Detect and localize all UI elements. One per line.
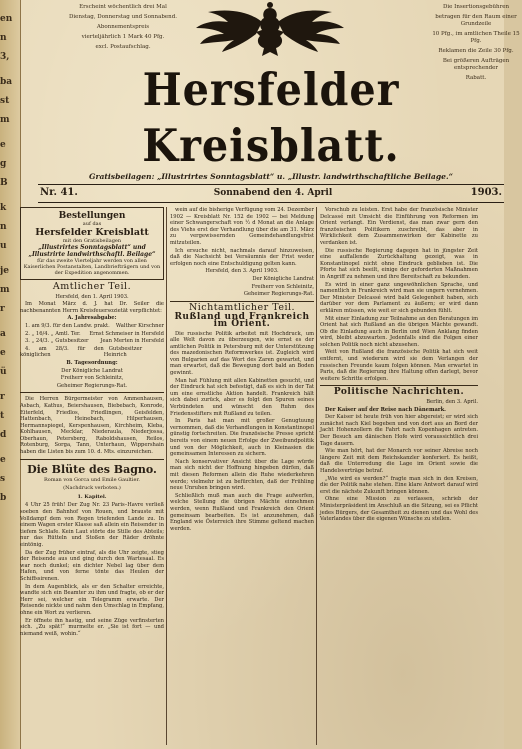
signature-rank: Geheimer Regierungs-Rat. [243, 291, 314, 298]
edge-fragment: e [0, 140, 6, 150]
edge-fragment: d [0, 430, 7, 440]
signature-title: Der Königliche Landrat [252, 275, 314, 282]
novel-text [20, 502, 164, 637]
paragraph: In dem Augenblick, als er den Schalter erreichte, wandte sich ein Beamter zu ihm und fragte, ob er der Herr sei, welcher ein Telegramm erwarte. Der Reisende nickte und nahm den Umschlag in Empfang, ohne ein Wort zu verlieren. [20, 583, 164, 616]
edge-fragment: en [0, 14, 13, 24]
column-1 [20, 207, 164, 747]
paragraph: Weit von Rußland die französische Politik hat sich weit entfernt, und wiederum wird sie dem Verlangen der russischen Freunde kaum folgen können. Man erwartet in Paris, daß die Regierung ihre Haltung offen darlegt, bevor weitere Schritte erfolgen. [320, 349, 478, 382]
edge-fragment: e [0, 348, 6, 358]
paragraph: Man hat Fühlung mit allen Kabinetten gesucht, und der Eindruck hat sich befestigt, daß es sich in der Tat um eine ernstliche Aktion handelt. Frankreich hält sich dabei zurück, aber es folgt den Spuren seines Verbündeten und wünscht den Ruhm des Friedensstifters mit Rußland zu teilen. [170, 377, 314, 417]
rule [320, 385, 478, 386]
edge-fragment: st [0, 96, 10, 106]
article-title: Rußland und Frankreich im Orient. [174, 312, 310, 329]
paragraph: Nach konservativer Ansicht über die Lage würde man sich nicht der Hoffnung hingeben dürfen, daß mit diesen Reformen allein die Ruhe wiederkehren werde; vielmehr ist zu befürchten, daß der Frühling neue Unruhen bringen wird. [170, 458, 314, 492]
subscription-info [68, 4, 178, 54]
edge-fragment: n [0, 222, 7, 232]
edge-fragment: k [0, 203, 7, 213]
signature-rank: Geheimer Regierungs-Rat. [56, 382, 128, 389]
info-line: betragen für den Raum einer Grundzeile [435, 14, 517, 27]
column-3 [320, 207, 478, 747]
info-line: Erscheint wöchentlich drei Mal [79, 4, 167, 10]
edge-fragment: m [0, 285, 10, 295]
list-cell: Jean Merten in Hersfeld [100, 338, 164, 345]
imperial-eagle-emblem [190, 2, 350, 60]
column-2 [170, 207, 314, 747]
paragraph: Er öffnete ihn hastig, und seine Züge verfinsterten sich. „Zu spät!“ murmelte er. „Sie ist fort — und niemand weiß, wohin.“ [20, 617, 164, 637]
edge-fragment: n [0, 33, 7, 43]
novel-author: Roman von Gorca und Emile Gaultier. [44, 476, 140, 483]
paragraph: Mit einer Einladung zur Teilnahme an den Beratungen im Orient hat sich Rußland an die übrigen Mächte gewandt. Ob die Einladung auch in Berlin und Wien Anklang finden wird, bleibt abzuwarten. Jedenfalls sind die Folgen einer solchen Politik noch nicht abzusehen. [320, 315, 478, 348]
section-heading: Nichtamtlicher Teil. [188, 301, 296, 313]
box-title: Bestellungen [58, 211, 126, 221]
paragraph: wein auf die bisherige Verfügung vom 24. Dezember 1902 — Kreisblatt Nr. 152 de 1902 — bei Meldung einer Schwangerschaft von ½ d Monat an die Anlage des Viehs erst der Verhandlung über die am 31. März zu vergewissernden Gemeindehandlungsfrist mitzuteilen. [170, 207, 314, 246]
novel-title: Die Blüte des Bagno. [27, 462, 157, 476]
signature-title: Der Königliche Landrat [61, 367, 123, 374]
paragraph: Die Herren Bürgermeister von Ammenhausen, Asbach, Kathus, Beiershausen, Biebebach, Konrode, Eiterfeld, Friedlos, Friedlingen, Geisfelden, Hattenbach, Heinebach, Hilperhausen, Hermannspiegel, Kerspenhausen, Kirchheim, Kleba, Kohlhausen, Mecklar, Niederaula, Niederjossa, Oberhaun, Petersberg, Raboldshausen, Reilos, Rotenburg, Sorga, Tann, Unterhaun, Wippershain haben die Listen bis zum 10. d. Mts. einzureichen. [20, 396, 164, 456]
info-line: Dienstag, Donnerstag und Sonnabend. [69, 14, 177, 20]
list-cell: 3. „ 24/3. „ Gutsbesitzer [25, 338, 89, 345]
edge-fragment: r [0, 304, 5, 314]
paragraph: Vorschub zu leisten. Erst habe der französische Minister Delcassé mit Umsicht die Einführung von Reformen im Orient verlangt. Ein Verdienst, das man zwar gern den französischen Politikern zuschreibt, das aber in Wirklichkeit dem Zusammenwirken der Kabinette zu verdanken ist. [320, 207, 478, 246]
paragraph: 4 Uhr 25 früh! Der Zug Nr. 23 Paris–Havre verließ soeben den Bahnhof von Rouen, und brauste mit Volldampf dem von Regen triefenden Lande zu. In einem Wagen erster Klasse saß allein ein Reisender in tiefem Schlafe. Kein Laut störte die Stille des Abteils; nur das Rütteln und Stoßen der Räder dröhnte eintönig. [20, 502, 164, 548]
issue-line [38, 187, 504, 201]
subscription-box [20, 207, 164, 280]
article-text [170, 331, 314, 533]
masthead-title: Hersfelder Kreisblatt. [142, 63, 400, 172]
paragraph: Die russische Politik arbeitet mit Hochdruck, um alle Welt davon zu überzeugen, wie ernst es der amtlichen Politik in Petersburg mit der Unterstützung des mazedonischen Reformwerkes ist. Zugleich wird von Bulgarien auf das Wort des Zaren gewartet, und man erwartet, daß die Bewegung dort bald an Boden gewinnt. [170, 330, 314, 377]
info-line: Abonnementspreis [96, 24, 150, 30]
info-line: excl. Postaufschlag. [95, 44, 151, 50]
list-cell: 2. „ 16/4. „ Amtl. Ter. [25, 330, 81, 337]
issue-date: Sonnabend den 4. April [213, 188, 333, 198]
info-line: Die Insertionsgebühren [442, 4, 510, 10]
list-cell: Walther Kirschner [115, 322, 164, 329]
info-line: vierteljährlich 1 Mark 40 Pfg. [81, 34, 165, 40]
list-item [20, 323, 164, 330]
paragraph: Ich ersuche nicht, nachmals darauf hinzuweisen, daß die Nachsicht bei Versäumnis der Frist weder erfolgen noch eine Entschuldigung gelten kann. [170, 247, 314, 267]
edge-fragment: ba [0, 77, 13, 87]
paragraph: Schließlich muß man auch die Frage aufwerfen, welche Stellung die übrigen Mächte einnehmen werden, wenn Rußland und Frankreich den Orient gemeinsam bearbeiten. Es ist anzunehmen, daß England wie Österreich ihre Stimme geltend machen werden. [170, 492, 314, 532]
box-supplement: „Illustrirtes Sonntagsblatt“ und [38, 244, 146, 251]
issue-number: Nr. 41. [40, 187, 78, 198]
edge-fragment: s [0, 474, 6, 484]
edge-fragment: u [0, 241, 7, 251]
box-text: auf das [82, 221, 102, 227]
section-heading: Amtlicher Teil. [52, 281, 132, 292]
adjacent-page-edge [0, 0, 21, 749]
reprint-note: (Nachdruck verboten.) [63, 485, 121, 492]
paragraph: In Paris hat man mit großer Genugtuung vernommen, daß die Verhandlungen in Konstantinopel günstig fortschreiten. Die französische Presse spricht bereits von einem neuen Erfolge der Zweibundpolitik und von der Möglichkeit, auch in Kleinasien die gemeinsamen Interessen zu sichern. [170, 418, 314, 458]
subheading: B. Tagesordnung: [66, 359, 118, 366]
list-cell: Ernst Schmeiser in Hersfeld [89, 330, 164, 337]
dateline: Hersfeld, den 3. April 1903. [205, 268, 279, 275]
paragraph: Wie man hört, hat der Monarch vor seiner Abreise noch längere Zeit mit dem Reichskanzler konferiert. Es heißt, daß die Unterredung die Lage im Orient sowie die Handelsverträge betraf. [320, 448, 478, 474]
section-heading: Politische Nachrichten. [333, 387, 465, 398]
box-text: für das zweite Vierteljahr werden von allen Kaiserlichen Postanstalten, Landbriefträgern und von der Expedition angenommen. [23, 258, 161, 276]
box-text: mit den Gratisbeilagen [62, 238, 122, 244]
edge-fragment: 3, [0, 52, 10, 62]
dateline: Hersfeld, den 1. April 1903. [55, 293, 129, 300]
list-item [20, 346, 164, 359]
column-rule [316, 207, 317, 745]
signature-name: Freiherr von Schleinitz, [251, 283, 314, 290]
paragraph: Es wird in einer ganz ungewöhnlichen Sprache, und namentlich in Frankreich wird man sie ungern vernehmen. Der Minister Delcassé wird bald Gelegenheit haben, sich darüber vor dem Parlament zu äußern; er wird dann erklären müssen, wie weit er sich gebunden fühlt. [320, 281, 478, 314]
subheading: A. Jahresabgabe: [67, 315, 117, 322]
list [20, 323, 164, 359]
paragraph: Im Monat März d. J. hat Dr. Seiler die nachbenannten Herrn Kreisfeuersozietät verpflichtet: [20, 301, 164, 314]
edge-fragment: b [0, 493, 7, 503]
supplements-line: Gratisbeilagen: „Illustrirtes Sonntagsblatt“ u. „Illustr. landwirthschaftliche Beilage.“ [89, 172, 453, 181]
notice-text [170, 207, 314, 267]
paragraph: Die russische Regierung dagegen hat in jüngster Zeit eine auffallende Zurückhaltung gezeigt, was in Konstantinopel nicht ohne Eindruck geblieben ist. Die Pforte hat sich beeilt, einige der geforderten Maßnahmen in Angriff zu nehmen und ihre Bereitschaft zu bekunden. [320, 247, 478, 280]
news-text [320, 414, 478, 523]
info-line: Reklamen die Zeile 30 Pfg. [438, 48, 514, 54]
edge-fragment: B [0, 178, 8, 188]
edge-fragment: t [0, 411, 5, 421]
edge-fragment: a [0, 329, 6, 339]
paragraph: Der Kaiser ist heute früh von hier abgereist; er wird sich zunächst nach Kiel begeben und von dort aus an Bord der Jacht Hohenzollern die Fahrt nach Kopenhagen antreten. Der Besuch am dänischen Hofe wird voraussichtlich drei Tage dauern. [320, 414, 478, 447]
edge-fragment: m [0, 115, 10, 125]
rule [38, 202, 504, 203]
edge-fragment: ü [0, 367, 7, 377]
box-paper: Hersfelder Kreisblatt [35, 227, 149, 238]
issue-year: 1903. [470, 187, 502, 198]
signature-name: Freiherr von Schleinitz, [60, 375, 124, 382]
list-item [20, 331, 164, 338]
paragraph: „Wie wird es werden?“ fragte man sich in den Kreisen, die der Politik nahe stehen. Eine klare Antwort darauf wird erst die nächste Zukunft bringen können. [320, 475, 478, 495]
paragraph: Da der Zug früher eintraf, als die Uhr zeigte, stieg der Reisende aus und ging durch den Wartesaal. Es war noch dunkel; ein dichter Nebel lag über dem Hafen, und von ferne tönte das Heulen der Schiffssirenen. [20, 549, 164, 582]
news-subheading: Der Kaiser auf der Reise nach Dänemark. [325, 406, 446, 413]
rule [38, 184, 504, 185]
edge-fragment: e [0, 455, 6, 465]
list-cell: 1. am 9/3. für den Landw. prakt. [25, 322, 110, 329]
edge-fragment: r [0, 392, 5, 402]
column-rule [166, 207, 167, 745]
box-supplement: „Illustrirte landwirthschaftl. Beilage“ [28, 251, 156, 258]
info-line: Bei größeren Aufträgen entsprechender [442, 58, 510, 71]
info-line: 10 Pfg., im amtlichen Theile 15 Pfg. [432, 31, 520, 44]
list-cell: 4. am 28/3. für den königlichen [20, 345, 104, 359]
dateline: Berlin, den 3. April. [426, 399, 478, 406]
article-text [320, 207, 478, 382]
list-item [20, 338, 164, 345]
rule [20, 392, 164, 393]
edge-fragment: g [0, 159, 7, 169]
paragraph: Ohne eine Mission zu verlassen, schrieb der Ministerpräsident im Anschluß an die Sitzung, sei es Pflicht jedes Bürgers, der Gesamtheit zu dienen und das Wohl des Vaterlandes über die eigenen Wünsche zu stellen. [320, 496, 478, 523]
edge-fragment: je [0, 266, 9, 276]
chapter-heading: 1. Kapitel. [77, 493, 107, 500]
rule [20, 459, 164, 460]
info-line: Rabatt. [465, 75, 487, 81]
list-cell: Gutsbesitzer Heinrich [103, 345, 143, 359]
